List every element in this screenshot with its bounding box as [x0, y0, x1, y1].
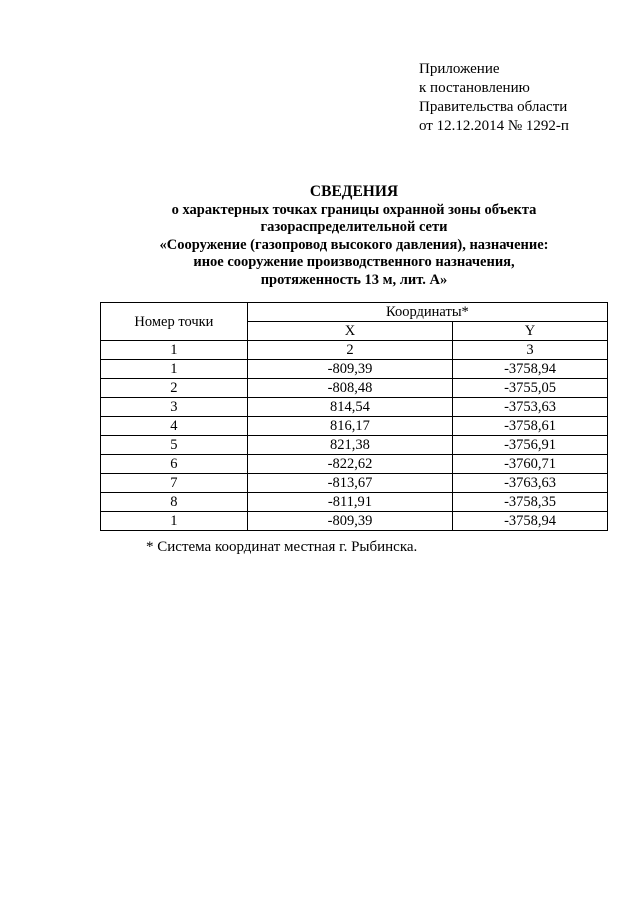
- approval-line: от 12.12.2014 № 1292-п: [419, 118, 569, 134]
- y-cell: -3756,91: [453, 436, 608, 455]
- y-cell: -3760,71: [453, 455, 608, 474]
- coordinates-table: [100, 302, 608, 531]
- header-coordinates: Координаты*: [247, 303, 607, 322]
- footnote: * Система координат местная г. Рыбинска.: [146, 539, 418, 555]
- heading-line: иное сооружение производственного назначения,: [193, 254, 515, 270]
- index-cell: 2: [247, 341, 452, 360]
- heading-line: «Сооружение (газопровод высокого давления), назначение:: [159, 236, 549, 253]
- table-body: [101, 360, 608, 531]
- approval-block: [419, 60, 569, 136]
- table-row: [101, 398, 608, 417]
- y-cell: -3763,63: [453, 474, 608, 493]
- x-cell: 814,54: [247, 398, 452, 417]
- document-heading: [100, 183, 608, 289]
- x-cell: -811,91: [247, 493, 452, 512]
- point-number-cell: 2: [101, 379, 248, 398]
- approval-line: к постановлению: [419, 80, 530, 96]
- y-cell: -3753,63: [453, 398, 608, 417]
- approval-line: Правительства области: [419, 99, 568, 115]
- x-cell: -809,39: [247, 360, 452, 379]
- table-row: [101, 474, 608, 493]
- x-cell: -813,67: [247, 474, 452, 493]
- header-y: Y: [453, 322, 608, 341]
- approval-line: Приложение: [419, 61, 500, 77]
- point-number-cell: 1: [101, 360, 248, 379]
- point-number-cell: 1: [101, 512, 248, 531]
- table-row: [101, 379, 608, 398]
- point-number-cell: 3: [101, 398, 248, 417]
- point-number-cell: 7: [101, 474, 248, 493]
- index-cell: 3: [453, 341, 608, 360]
- y-cell: -3758,61: [453, 417, 608, 436]
- table-row: [101, 436, 608, 455]
- header-x: X: [247, 322, 452, 341]
- y-cell: -3758,94: [453, 512, 608, 531]
- point-number-cell: 5: [101, 436, 248, 455]
- point-number-cell: 8: [101, 493, 248, 512]
- table-row: [101, 455, 608, 474]
- y-cell: -3758,35: [453, 493, 608, 512]
- x-cell: -808,48: [247, 379, 452, 398]
- x-cell: -822,62: [247, 455, 452, 474]
- table-row: [101, 417, 608, 436]
- table-row: [101, 360, 608, 379]
- y-cell: -3758,94: [453, 360, 608, 379]
- table-row: [101, 493, 608, 512]
- x-cell: -809,39: [247, 512, 452, 531]
- header-point-number: Номер точки: [101, 303, 248, 341]
- x-cell: 821,38: [247, 436, 452, 455]
- heading-line: газораспределительной сети: [260, 219, 448, 235]
- index-cell: 1: [101, 341, 248, 360]
- document-title: СВЕДЕНИЯ: [309, 183, 399, 200]
- heading-line: о характерных точках границы охранной зоны объекта: [171, 201, 537, 218]
- table-row: [101, 512, 608, 531]
- point-number-cell: 4: [101, 417, 248, 436]
- x-cell: 816,17: [247, 417, 452, 436]
- index-row: [101, 341, 608, 360]
- point-number-cell: 6: [101, 455, 248, 474]
- y-cell: -3755,05: [453, 379, 608, 398]
- heading-line: протяженность 13 м, лит. А»: [260, 271, 448, 288]
